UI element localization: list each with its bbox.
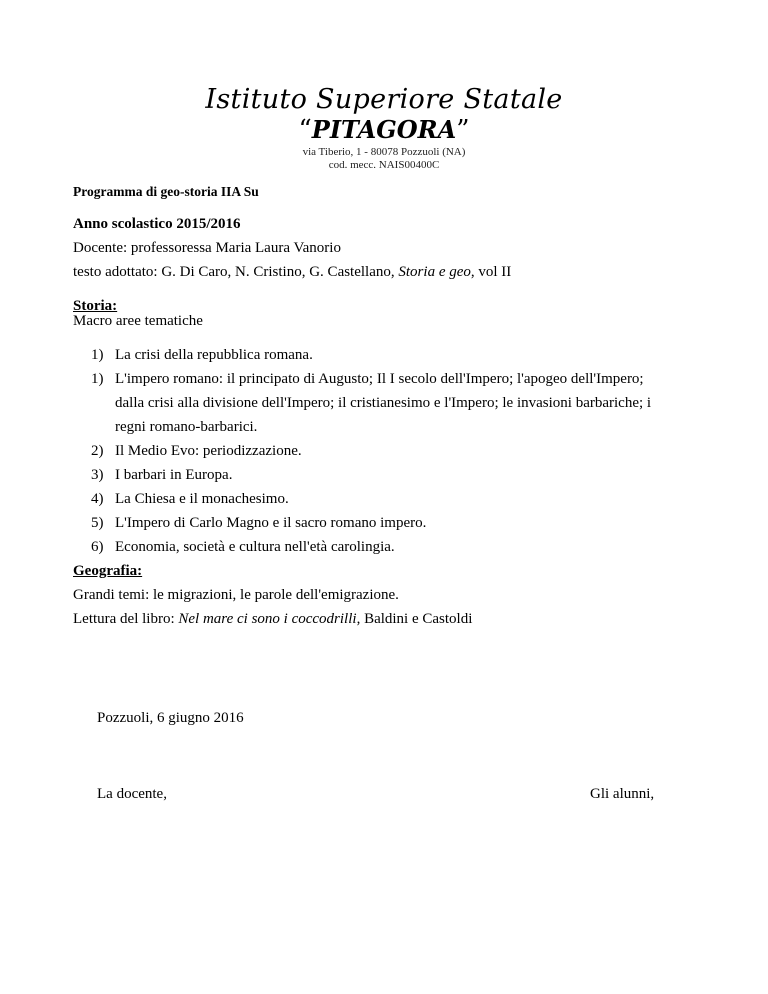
textbook-title: Storia e geo [398, 264, 471, 280]
textbook-line [73, 264, 511, 281]
teacher-signature-label: La docente, [97, 786, 167, 802]
school-name: PITAGORA [311, 115, 457, 144]
close-quote: ” [456, 115, 470, 145]
reading-suffix: , Baldini e Castoldi [356, 611, 473, 627]
open-quote: “ [298, 115, 312, 145]
list-item: 3) I barbari in Europa. [91, 467, 233, 483]
reading-prefix: Lettura del libro: [73, 611, 179, 627]
list-item: 1) La crisi della repubblica romana. [91, 347, 313, 363]
list-item-continuation: dalla crisi alla divisione dell'Impero; il cristianesimo e l'Impero; le invasioni barbariche; i [115, 395, 652, 411]
geografia-heading: Geografia: [73, 563, 143, 579]
storia-heading: Storia: [73, 298, 118, 314]
institute-title: Istituto Superiore Statale [205, 84, 563, 115]
storia-subheading: Macro aree tematiche [73, 313, 203, 329]
list-item-continuation: regni romano-barbarici. [115, 419, 258, 435]
geografia-reading [73, 611, 472, 628]
place-date: Pozzuoli, 6 giugno 2016 [97, 710, 244, 726]
list-item: 5) L'Impero di Carlo Magno e il sacro romano impero. [91, 515, 427, 531]
school-year: Anno scolastico 2015/2016 [73, 216, 241, 232]
school-code: cod. mecc. NAIS00400C [328, 159, 440, 171]
geografia-themes: Grandi temi: le migrazioni, le parole dell'emigrazione. [73, 587, 399, 603]
students-signature-label: Gli alunni, [590, 786, 655, 802]
textbook-suffix: , vol II [470, 264, 512, 280]
school-address: via Tiberio, 1 - 80078 Pozzuoli (NA) [302, 146, 466, 158]
list-item: 4) La Chiesa e il monachesimo. [91, 491, 289, 507]
list-item: 1) L'impero romano: il principato di Augusto; Il I secolo dell'Impero; l'apogeo dell'Impero; [91, 371, 644, 387]
list-item: 2) Il Medio Evo: periodizzazione. [91, 443, 302, 459]
list-item: 6) Economia, società e cultura nell'età carolingia. [91, 539, 395, 555]
school-name-line [0, 115, 768, 145]
textbook-prefix: testo adottato: G. Di Caro, N. Cristino, G. Castellano, [73, 264, 399, 280]
teacher-line: Docente: professoressa Maria Laura Vanorio [73, 240, 341, 256]
reading-title: Nel mare ci sono i coccodrilli [178, 611, 357, 627]
program-title: Programma di geo-storia IIA Su [73, 184, 259, 199]
